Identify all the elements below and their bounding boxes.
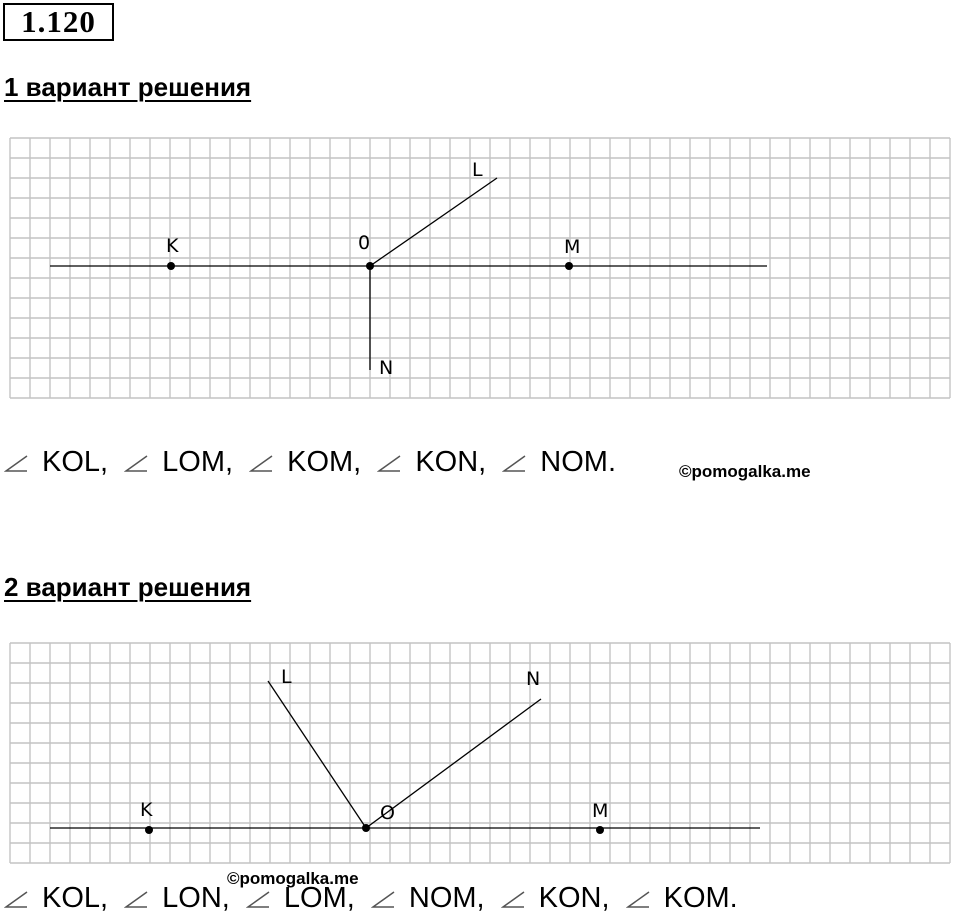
- variant-2-figure: [0, 640, 960, 865]
- label-n: N: [526, 668, 541, 690]
- angle-item: [502, 446, 616, 479]
- point-k: [145, 826, 153, 834]
- label-n: N: [379, 357, 394, 379]
- angle-text: KOL,: [42, 446, 109, 478]
- label-k: K: [166, 235, 179, 257]
- angle-symbol-icon: [124, 452, 148, 474]
- angle-text: LON,: [162, 882, 230, 914]
- angle-item: [124, 446, 233, 479]
- point-m: [565, 262, 573, 270]
- angle-symbol-icon: [4, 888, 28, 910]
- point-o: [366, 262, 374, 270]
- label-k: K: [140, 799, 153, 821]
- angle-text: LOM,: [162, 446, 234, 478]
- angle-text: KON,: [415, 446, 487, 478]
- variant-1-figure: [0, 135, 960, 410]
- point-o: [362, 824, 370, 832]
- watermark: ©pomogalka.me: [679, 462, 811, 481]
- label-o: O: [380, 802, 395, 824]
- angle-item: [124, 882, 230, 915]
- label-o: 0: [358, 232, 371, 254]
- angle-item: [246, 882, 355, 915]
- angle-text: KOM.: [663, 882, 738, 914]
- problem-number: 1.120: [3, 3, 114, 41]
- label-l: L: [472, 159, 483, 181]
- angle-symbol-icon: [249, 452, 273, 474]
- angle-item: [377, 446, 486, 479]
- variant-2-heading: 2 вариант решения: [4, 572, 252, 602]
- angle-text: KON,: [538, 882, 610, 914]
- watermark: ©pomogalka.me: [227, 869, 359, 888]
- angle-text: KOL,: [42, 882, 109, 914]
- angle-symbol-icon: [626, 888, 650, 910]
- ray-ol: [370, 178, 497, 266]
- variant-2-answer: [4, 882, 746, 915]
- angle-symbol-icon: [371, 888, 395, 910]
- angle-symbol-icon: [4, 452, 28, 474]
- point-m: [596, 826, 604, 834]
- angle-item: [4, 882, 108, 915]
- label-m: M: [564, 236, 581, 258]
- angle-item: [371, 882, 485, 915]
- variant-1-heading: 1 вариант решения: [4, 72, 252, 102]
- label-m: M: [592, 800, 609, 822]
- angle-text: KOM,: [287, 446, 362, 478]
- angle-item: [501, 882, 610, 915]
- point-k: [167, 262, 175, 270]
- angle-text: NOM.: [540, 446, 616, 478]
- angle-text: NOM,: [408, 882, 485, 914]
- angle-item: [4, 446, 108, 479]
- angle-item: [626, 882, 738, 915]
- label-l: L: [281, 666, 292, 688]
- angle-symbol-icon: [246, 888, 270, 910]
- angle-symbol-icon: [124, 888, 148, 910]
- angle-text: LOM,: [283, 882, 355, 914]
- angle-symbol-icon: [377, 452, 401, 474]
- variant-1-answer: [4, 446, 624, 479]
- angle-symbol-icon: [501, 888, 525, 910]
- angle-symbol-icon: [502, 452, 526, 474]
- angle-item: [249, 446, 361, 479]
